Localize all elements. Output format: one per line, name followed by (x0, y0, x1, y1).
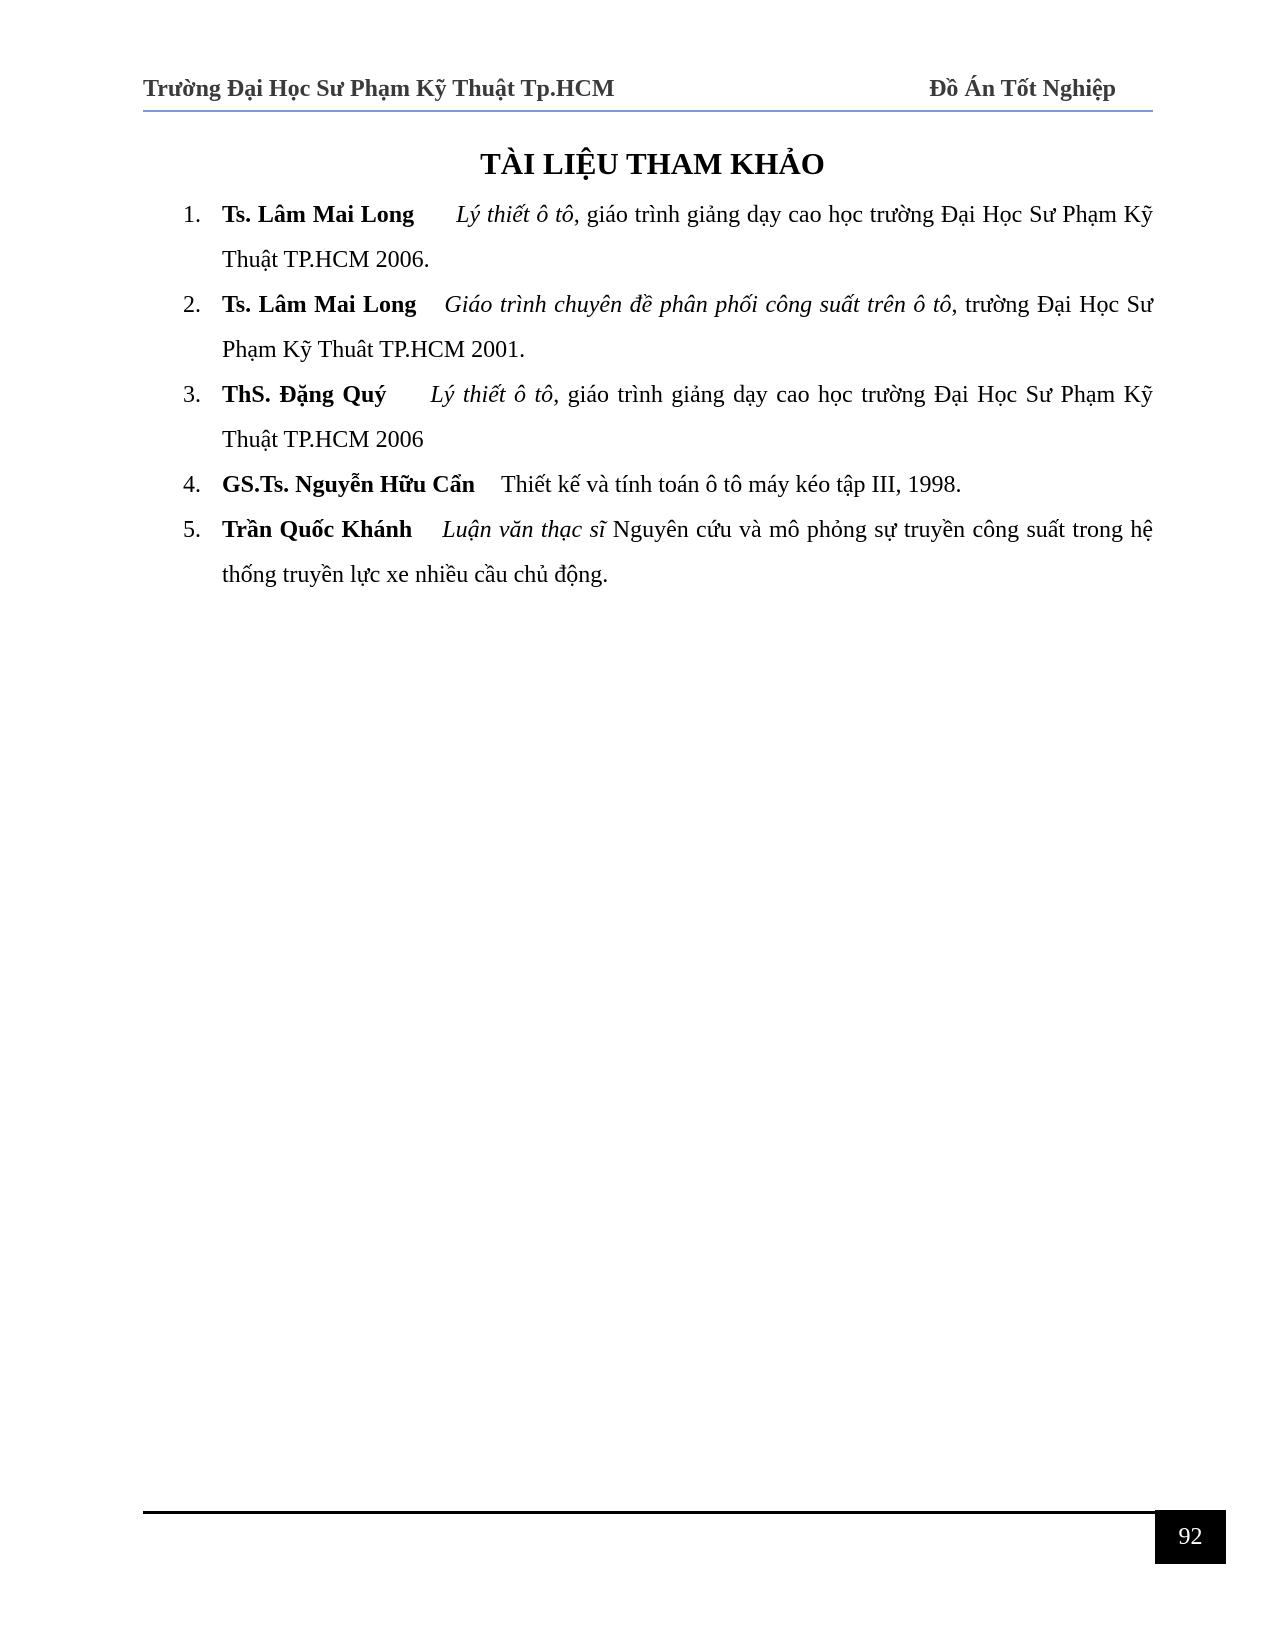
reference-details: , giáo trình giảng dạy cao học trường Đại Học Sư Phạm Kỹ Thuật TP.HCM 2006 (222, 382, 1153, 453)
reference-number: 3. (183, 382, 201, 408)
reference-number: 4. (183, 472, 201, 498)
reference-details: , giáo trình giảng dạy cao học trường Đại Học Sư Phạm Kỹ Thuật TP.HCM 2006. (222, 202, 1153, 273)
reference-author: ThS. Đặng Quý (222, 382, 387, 408)
reference-item (173, 508, 1153, 598)
reference-author: Ts. Lâm Mai Long (222, 202, 415, 228)
header-school-name: Trường Đại Học Sư Phạm Kỹ Thuật Tp.HCM (143, 76, 615, 102)
reference-item (173, 373, 1153, 463)
reference-title: Luận văn thạc sĩ (442, 517, 606, 543)
reference-number: 1. (183, 202, 201, 228)
footer-divider (143, 1511, 1155, 1514)
reference-author: Trần Quốc Khánh (222, 517, 413, 543)
reference-title: Lý thiết ô tô (430, 382, 554, 408)
reference-title: Giáo trình chuyên đề phân phối công suất trên ô tô (444, 292, 952, 318)
reference-author: Ts. Lâm Mai Long (222, 292, 417, 318)
reference-item (173, 283, 1153, 373)
header-document-type: Đồ Án Tốt Nghiệp (929, 76, 1116, 102)
reference-item (173, 193, 1153, 283)
page-header (143, 66, 1153, 112)
reference-details: Thiết kế và tính toán ô tô máy kéo tập III, 1998. (500, 472, 962, 498)
reference-author: GS.Ts. Nguyễn Hữu Cẩn (222, 472, 475, 498)
reference-details: Nguyên cứu và mô phỏng sự truyền công suất trong hệ thống truyền lực xe nhiều cầu chủ động. (222, 517, 1154, 588)
reference-number: 5. (183, 517, 201, 543)
reference-number: 2. (183, 292, 201, 318)
reference-item (173, 463, 1153, 508)
page-number: 92 (1155, 1510, 1226, 1564)
reference-title: Lý thiết ô tô (456, 202, 574, 228)
page-title: TÀI LIỆU THAM KHẢO (480, 146, 825, 181)
reference-list (173, 193, 1153, 598)
reference-details: , trường Đại Học Sư Phạm Kỹ Thuât TP.HCM 2001. (222, 292, 1153, 363)
